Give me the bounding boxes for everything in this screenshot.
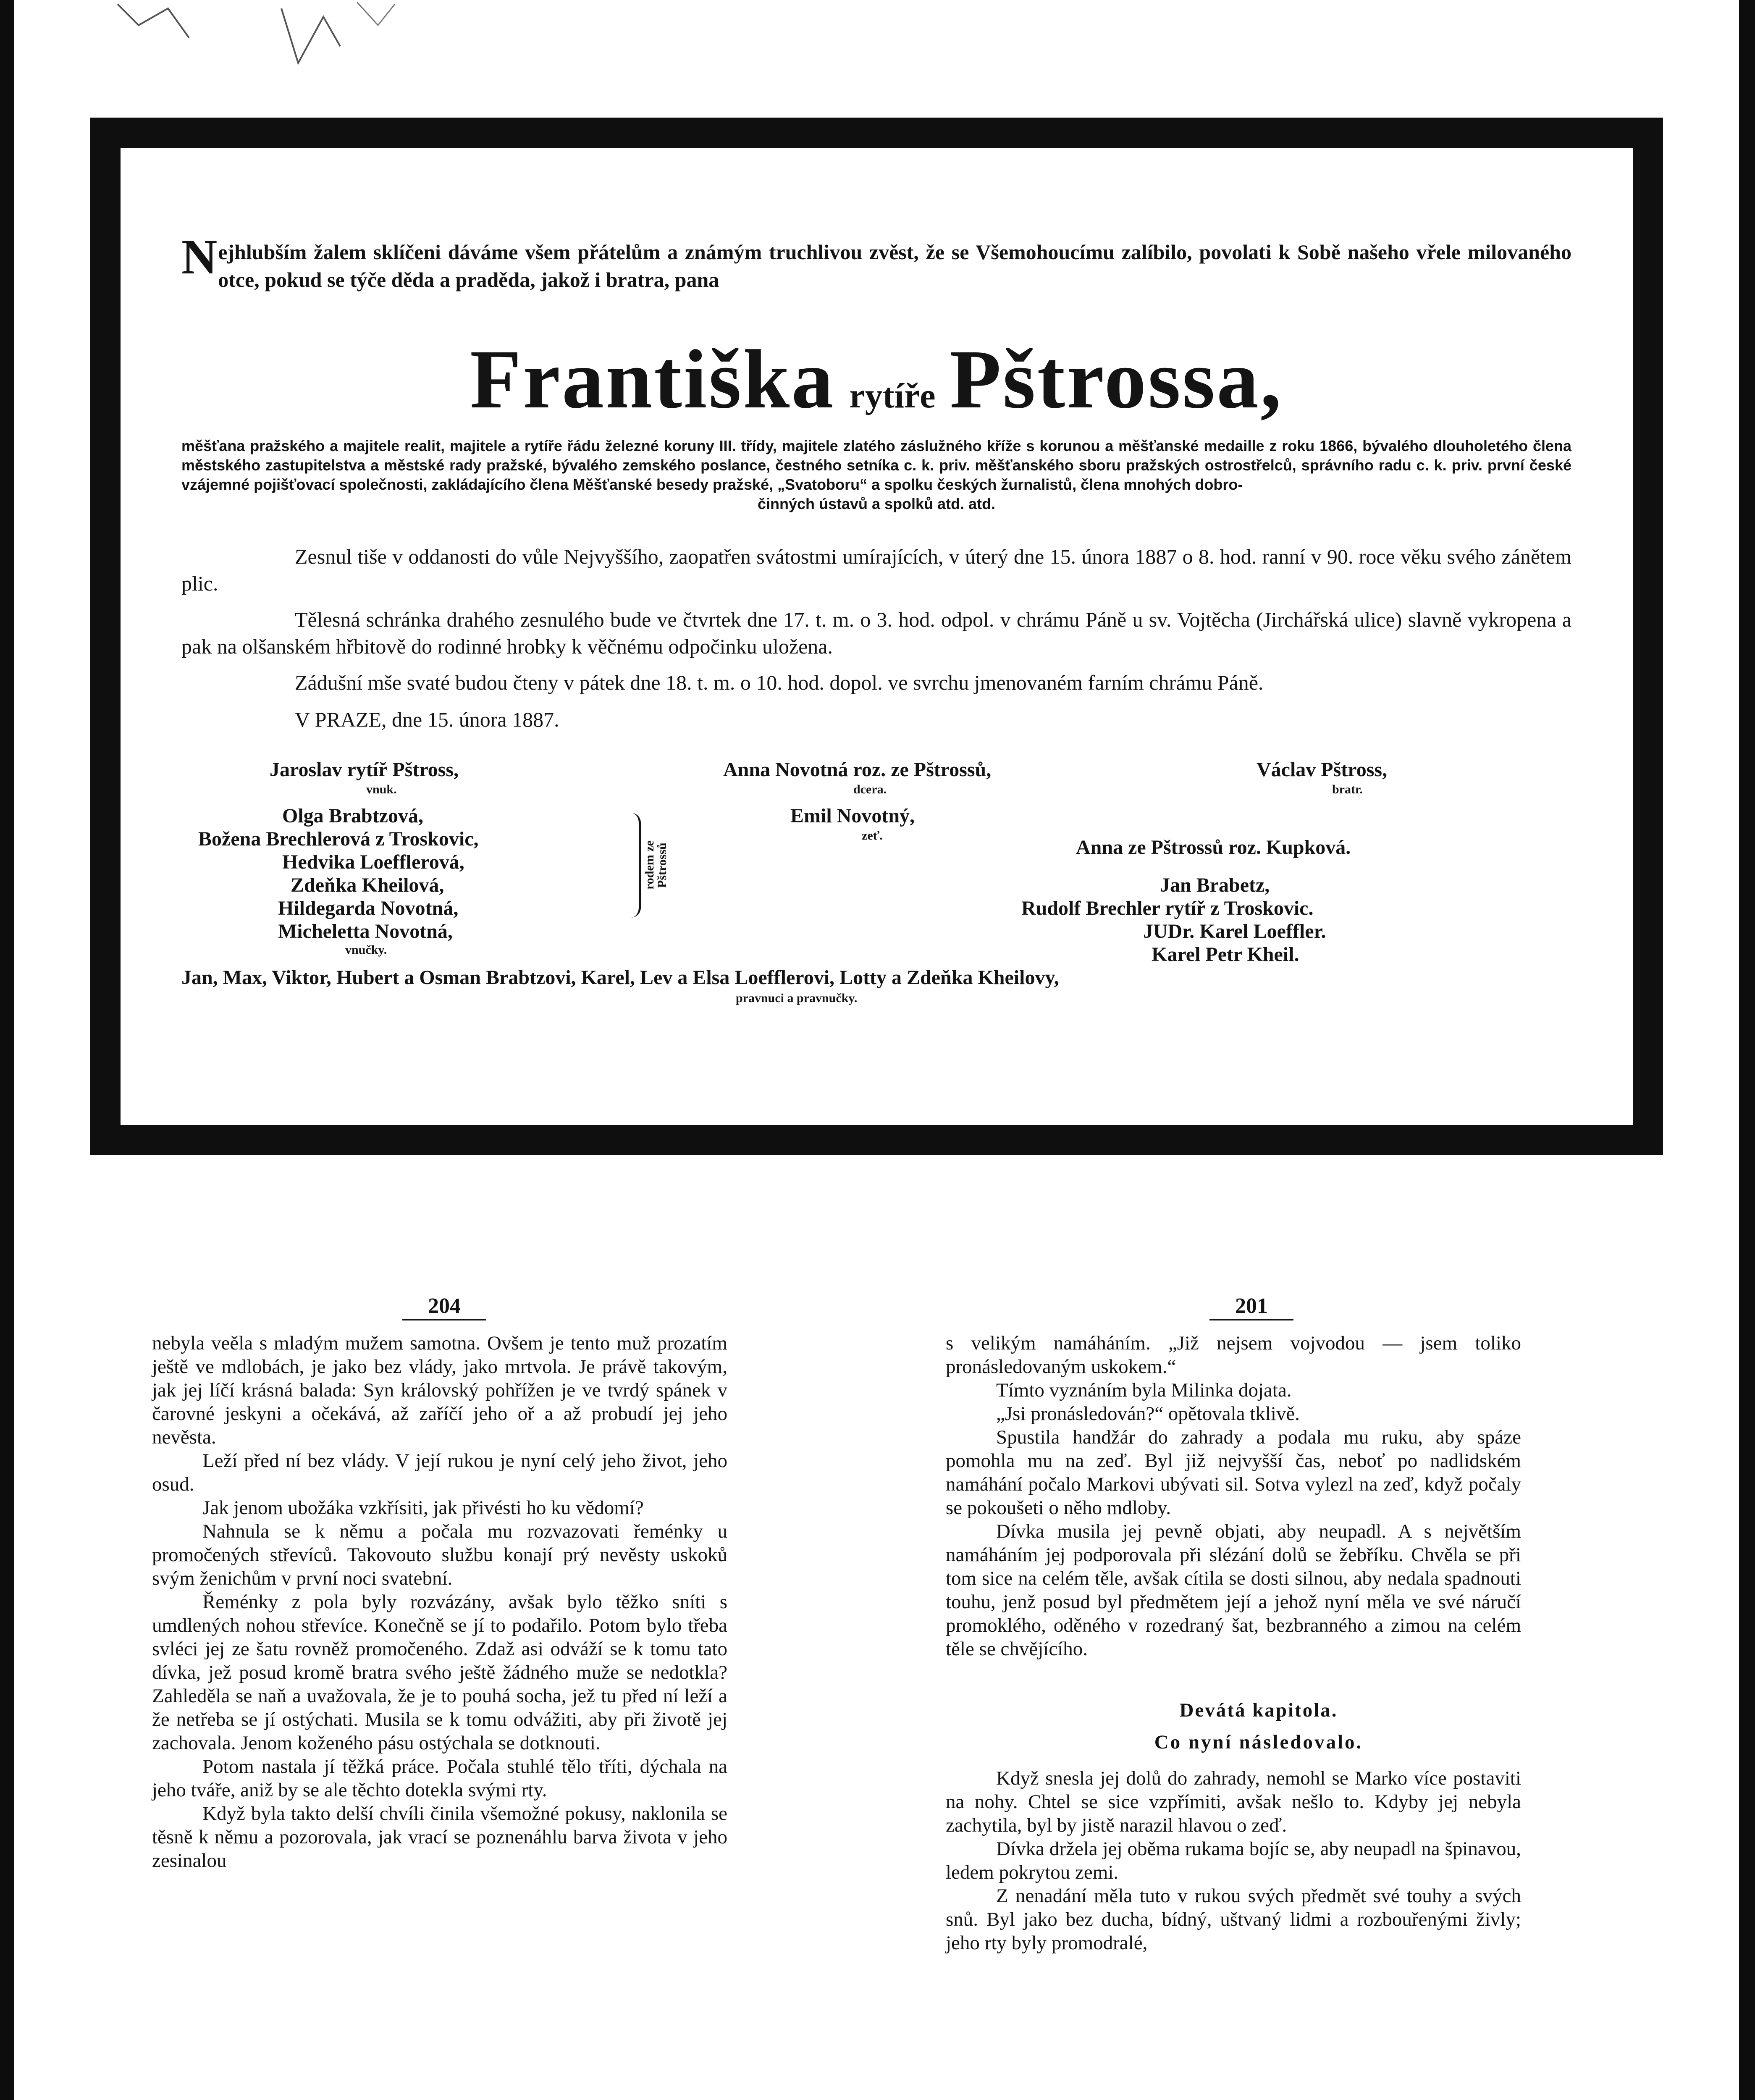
honorific-titles: [181, 436, 1571, 514]
left-paragraph: nebyla veěla s mladým mužem samotna. Ovšem je tento muž prozatím ještě ve mdlobách, je jako bez vlády, jako mrtvola. Je právě takovým, jak jej líčí krásná balada: Syn královský pohřížen je ve tvrdý spánek v čarovné jeskyni a očekává, až zaříčí jeho oř a až probudí jej jeho nevěsta.: [152, 1332, 727, 1448]
sig-emil: Emil Novotný,: [790, 805, 915, 827]
right-paragraph: „Jsi pronásledován?“ opětovala tklivě.: [996, 1403, 1300, 1425]
left-paragraph: Když byla takto delší chvíli činila všemožné pokusy, naklonila se těsně k němu a pozorovala, jak vrací se poznenáhlu barva života v jeho zesinalou: [152, 1803, 727, 1872]
right-paragraph: s velikým namáháním. „Již nejsem vojvodou — jsem toliko pronásledovaným uskokem.“: [946, 1332, 1521, 1378]
obituary-content: [181, 229, 1571, 1052]
brace: [631, 813, 641, 918]
sig-vaclav-rel: bratr.: [1332, 782, 1363, 796]
drop-cap: N: [181, 229, 218, 284]
sig-vnucky: vnučky.: [345, 943, 387, 957]
sig-great-grandchildren-rel: pravnuci a pravnučky.: [736, 991, 858, 1005]
right-paragraph: Tímto vyznáním byla Milinka dojata.: [996, 1379, 1292, 1401]
sig-vaclav: Václav Pštross,: [1257, 759, 1388, 781]
sig-jaroslav-rel: vnuk.: [366, 782, 397, 796]
sig-rodem: rodem ze Pštrossů: [643, 840, 669, 890]
sig-anna-kupkova: Anna ze Pštrossů roz. Kupková.: [1076, 836, 1351, 858]
chapter-title: Devátá kapitola.: [1179, 1699, 1338, 1721]
sig-karel-loeffler: JUDr. Karel Loeffler.: [1143, 920, 1326, 942]
sig-emil-rel: zeť.: [862, 829, 883, 843]
left-paragraph: Leží před ní bez vlády. V její rukou je nyní celý jeho život, jeho osud.: [152, 1450, 727, 1495]
right-page-number: 201: [1209, 1294, 1293, 1320]
right-paragraph: Dívka musila jej pevně objati, aby neupadl. A s největším namáháním jej podporovala při slézání dolů se žebříku. Chvěla se při tom sice na celém těle, avšak cítila se dosti silnou, aby nedala spadnouti touhu, jenž posud byl předmětem její a jehož nyní měla ve své náručí promoklého, oděného v rozedraný šat, bezbranného a zimou na celém těle se chvějícího.: [946, 1520, 1521, 1660]
sig-karel-kheil: Karel Petr Kheil.: [1152, 943, 1299, 966]
signatories: [181, 758, 1571, 1052]
right-page-text: [946, 1331, 1521, 1955]
titles-last-line: činných ústavů a spolků atd. atd.: [757, 495, 996, 512]
death-paragraph: Zesnul tiše v oddanosti do vůle Nejvyššího, zaopatřen svátostmi umírajících, v úterý dne 15. února 1887 o 8. hod. ranní v 90. roce věku svého zánětem plic.: [181, 545, 1571, 595]
name-last: Pštrossa,: [950, 333, 1283, 426]
sig-rudolf: Rudolf Brechler rytíř z Troskovic.: [1021, 897, 1314, 919]
right-paragraph: Z nenadání měla tuto v rukou svých předmět své touhy a svých snů. Byl jako bez ducha, bídný, uštvaný lidmi a rozbouřenými živly; jeho rty byly promodralé,: [946, 1885, 1521, 1954]
sig-bozena: Božena Brechlerová z Troskovic,: [198, 828, 479, 850]
left-paragraph: Řeménky z pola byly rozvázány, avšak bylo těžko sníti s umdlených nohou střevíce. Konečně se jí to podařilo. Potom bylo třeba svléci jej ze šatu rovněž promočeného. Zdaž asi odváží se k tomu tato dívka, jež posud kromě bratra svého ještě žádného muže se nedotkla? Zahleděla se naň a uvažovala, že je to pouhá socha, jež tu před ní leží a že netřeba se jí ostýchati. Musila se k tomu odvážiti, aby při životě jej zachovala. Jenom koženého pásu ostýchala se dotknouti.: [152, 1591, 727, 1754]
pencil-scribble: [105, 0, 399, 71]
left-paragraph: Nahnula se k němu a počala mu rozvazovati řeménky u promočených střevíců. Takovouto službu konají prý nevěsty uskoků svým ženichům v první noci svatební.: [152, 1520, 727, 1589]
sig-jan-brabetz: Jan Brabetz,: [1160, 874, 1270, 896]
sig-olga: Olga Brabtzová,: [282, 805, 423, 827]
intro-text: ejhlubším žalem sklíčeni dáváme všem přátelům a známým truchlivou zvěst, že se Všemohoucímu zalíbilo, povolati k Sobě našeho vřele milovaného otce, pokud se týče děda a praděda, jakož i bratra, pana: [218, 240, 1571, 291]
sig-anna-novotna-rel: dcera.: [853, 782, 887, 796]
sig-hildegarda: Hildegarda Novotná,: [278, 897, 459, 919]
right-paragraph: Dívka držela jej oběma rukama bojíc se, aby neupadl na špinavou, ledem pokrytou zemi.: [946, 1838, 1521, 1883]
deceased-name: [181, 331, 1571, 426]
name-title: rytíře: [849, 376, 936, 415]
chapter-subtitle: Co nyní následovalo.: [1154, 1731, 1363, 1753]
sig-hedvika: Hedvika Loefflerová,: [282, 851, 464, 873]
left-page-text: [152, 1331, 727, 1872]
funeral-paragraph: Tělesná schránka drahého zesnulého bude ve čtvrtek dne 17. t. m. o 3. hod. odpol. v chrámu Páně u sv. Vojtěcha (Jirchářská ulice) slavně vykropena a pak na olšanském hřbitově do rodinné hrobky k věčnému odpočinku uložena.: [181, 608, 1571, 658]
mass-paragraph: Zádušní mše svaté budou čteny v pátek dne 18. t. m. o 10. hod. dopol. ve svrchu jmenovaném farním chrámu Páně.: [295, 671, 1264, 694]
date-line: V PRAZE, dne 15. února 1887.: [295, 708, 559, 731]
sig-great-grandchildren: Jan, Max, Viktor, Hubert a Osman Brabtzovi, Karel, Lev a Elsa Loefflerovi, Lotty a Zdeňka Kheilovy,: [181, 966, 1059, 989]
name-first: Františka: [470, 333, 835, 426]
left-page-number: 204: [402, 1294, 486, 1320]
right-paragraph: Spustila handžár do zahrady a podala mu ruku, aby spáze pomohla mu na zeď. Byl již nejvyšší čas, neboť po nadlidském namáhání počalo Markovi ubývati sil. Sotva vylezl na zeď, když počaly se pokoušeti o něho mdloby.: [946, 1426, 1521, 1519]
right-paragraph: Když snesla jej dolů do zahrady, nemohl se Marko více postaviti na nohy. Chtel se sice vzpřímiti, avšak nešlo to. Kdyby jej nebyla zachytila, byl by jistě narazil hlavou o zeď.: [946, 1767, 1521, 1836]
obituary-notice: [90, 118, 1663, 1155]
titles-text: měšťana pražského a majitele realit, majitele a rytíře řádu železné koruny III. třídy, majitele zlatého záslužného kříže s korunou a měšťanské medaille z roku 1866, bývalého dlouholetého člena městského zastupitelstva a městské rady pražské, bývalého zemského poslance, čestného setníka c. k. priv. měšťanského sboru pražských ostrostřelců, správního radu c. k. priv. první české vzájemné pojišťovací společnosti, zakládajícího člena Měšťanské besedy pražské, „Svatoboru“ a spolku českých žurnalistů, člena mnohých dobro-: [181, 437, 1571, 493]
sig-jaroslav: Jaroslav rytíř Pštross,: [270, 759, 459, 781]
left-paragraph: Jak jenom ubožáka vzkřísiti, jak přivésti ho ku vědomí?: [202, 1497, 644, 1519]
sig-anna-novotna: Anna Novotná roz. ze Pštrossů,: [723, 759, 992, 781]
obituary-intro: [181, 229, 1571, 294]
sig-zdenka: Zdeňka Kheilová,: [291, 874, 444, 896]
sig-micheletta: Micheletta Novotná,: [278, 920, 453, 942]
left-paragraph: Potom nastala jí těžká práce. Počala stuhlé tělo tříti, dýchala na jeho tváře, aniž by se ale těchto dotekla svými rty.: [152, 1756, 727, 1801]
